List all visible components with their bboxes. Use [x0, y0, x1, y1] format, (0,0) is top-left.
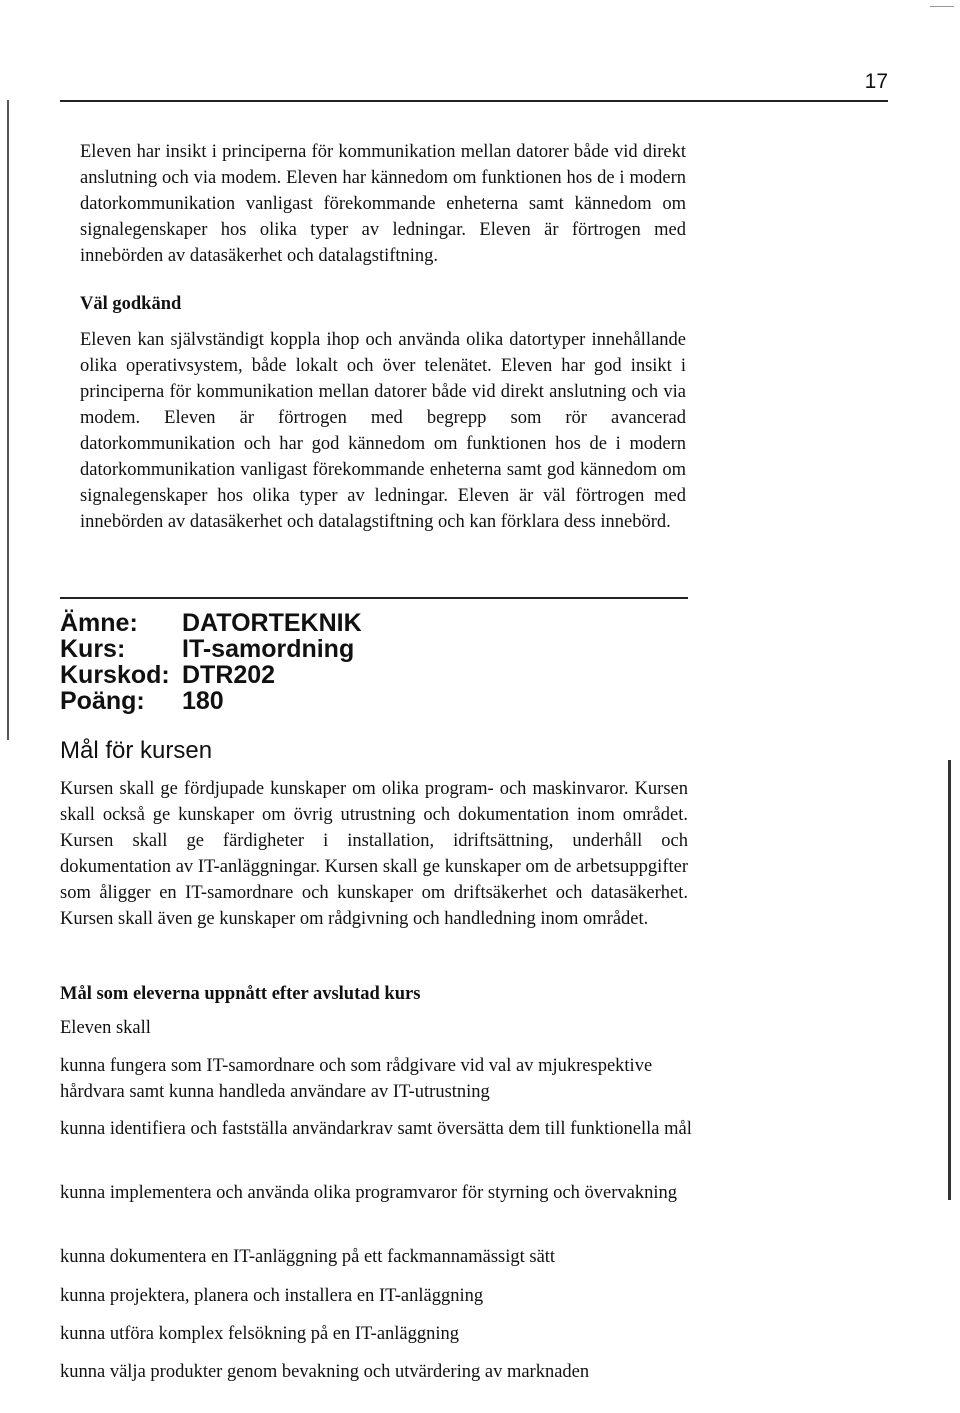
points-value: 180	[182, 687, 224, 715]
course-row	[60, 636, 362, 662]
page-number: 17	[864, 70, 888, 93]
subject-label: Ämne:	[60, 609, 138, 637]
code-value: DTR202	[182, 661, 276, 689]
goal-item: kunna välja produkter genom bevakning och utvärdering av marknaden	[60, 1362, 590, 1382]
course-goals-paragraph	[60, 776, 688, 932]
goal-item: kunna projektera, planera och installera en IT-anläggning	[60, 1286, 484, 1306]
code-row	[60, 662, 362, 688]
scan-margin-line-right	[948, 760, 951, 1200]
intro-paragraph-text: Eleven har insikt i principerna för kommunikation mellan datorer både vid direkt anslutning och via modem. Eleven har kännedom om funktionen hos de i modern datorkommunikation vanligast förekommande enheterna samt kännedom om signalegenskaper hos olika typer av ledningar. Eleven är förtrogen med innebörden av datasäkerhet och datalagstiftning.	[80, 142, 686, 266]
course-info	[60, 610, 362, 714]
subject-value: DATORTEKNIK	[182, 609, 362, 637]
goal-item: kunna fungera som IT-samordnare och som rådgivare vid val av mjukrespektive hårdvara samt kunna handleda användare av IT-utrustning	[60, 1056, 653, 1102]
goal-item: kunna dokumentera en IT-anläggning på ett fackmannamässigt sätt	[60, 1247, 556, 1267]
intro-paragraph	[80, 139, 686, 269]
grade-heading: Väl godkänd	[80, 294, 182, 314]
code-label: Kurskod:	[60, 661, 170, 689]
section-divider	[60, 597, 688, 599]
course-goals-title: Mål för kursen	[60, 737, 213, 764]
points-row	[60, 688, 362, 714]
grade-paragraph-text: Eleven kan självständigt koppla ihop och använda olika datortyper innehållande olika operativsystem, både lokalt och över telenätet. Eleven har god insikt i principerna för kommunikation mellan datorer både vid direkt anslutning och via modem. Eleven är förtrogen med begrepp som rör avancerad datorkommunikation och har god kännedom om funktionen hos de i modern datorkommunikation vanligast förekommande enheterna samt god kännedom om signalegenskaper hos olika typer av ledningar. Eleven är väl förtrogen med innebörden av datasäkerhet och datalagstiftning och kan förklara dess innebörd.	[80, 330, 686, 532]
scan-margin-line	[7, 100, 9, 740]
grade-paragraph	[80, 327, 686, 535]
student-goals-intro: Eleven skall	[60, 1018, 151, 1038]
student-goals-heading: Mål som eleverna uppnått efter avslutad kurs	[60, 984, 421, 1004]
scan-mark	[930, 6, 954, 7]
course-value: IT-samordning	[182, 635, 355, 663]
points-label: Poäng:	[60, 687, 145, 715]
course-goals-text: Kursen skall ge fördjupade kunskaper om olika program- och maskinvaror. Kursen skall också ge kunskaper om övrig utrustning och dokumentation inom området. Kursen skall ge färdigheter i installation, idriftsättning, underhåll och dokumentation av IT-anläggningar. Kursen skall ge kunskaper om de arbetsuppgifter som åligger en IT-samordnare och kunskaper om driftsäkerhet och datasäkerhet. Kursen skall även ge kunskaper om rådgivning och handledning inom området.	[60, 779, 688, 929]
subject-row	[60, 610, 362, 636]
header-rule	[60, 100, 888, 102]
goal-item: kunna utföra komplex felsökning på en IT-anläggning	[60, 1324, 460, 1344]
course-label: Kurs:	[60, 635, 126, 663]
goal-item: kunna implementera och använda olika programvaror för styrning och övervakning	[60, 1183, 677, 1203]
goal-item: kunna identifiera och fastställa användarkrav samt översätta dem till funktionella mål	[60, 1119, 692, 1139]
